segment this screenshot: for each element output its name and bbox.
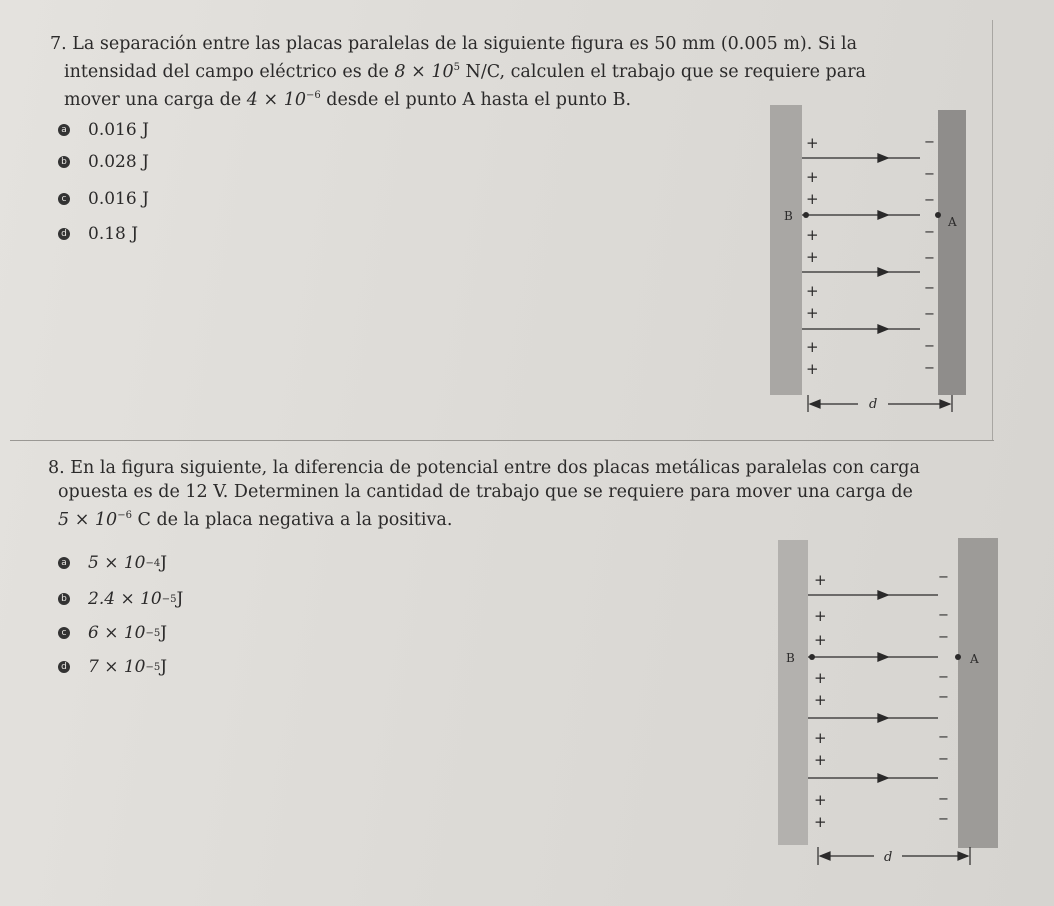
question-7-line-2: [50, 56, 866, 84]
margin-line: [992, 20, 993, 440]
option-letter-icon: d: [58, 228, 70, 240]
q7-option-b-text: 0.028 J: [88, 152, 149, 172]
plus-signs: [806, 134, 819, 378]
question-8-text: [48, 456, 920, 532]
minus-signs: [938, 570, 949, 827]
field-lines: [808, 591, 938, 782]
option-letter-icon: d: [58, 661, 70, 673]
q8-charge-exponent: −6: [117, 510, 132, 521]
point-a-marker: [935, 212, 941, 218]
negative-plate: [938, 110, 966, 395]
label-b: B: [786, 651, 795, 665]
svg-text:+: +: [806, 168, 819, 186]
svg-text:−: −: [938, 752, 949, 767]
question-divider: [10, 440, 994, 441]
svg-text:−: −: [924, 281, 935, 296]
svg-text:−: −: [924, 251, 935, 266]
svg-text:+: +: [814, 751, 827, 769]
label-b: B: [784, 209, 793, 223]
svg-text:−: −: [924, 225, 935, 240]
svg-text:+: +: [814, 571, 827, 589]
point-a-marker: [955, 654, 961, 660]
svg-text:+: +: [814, 607, 827, 625]
q7-parallel-plates-figure: [770, 100, 980, 420]
option-letter-icon: a: [58, 124, 70, 136]
label-d: d: [869, 397, 878, 412]
q7-line2-post: N/C, calculen el trabajo que se requiere para: [459, 61, 866, 82]
q7-line3-post: desde el punto A hasta el punto B.: [320, 89, 632, 110]
svg-text:+: +: [814, 813, 827, 831]
svg-text:+: +: [806, 226, 819, 244]
svg-text:+: +: [806, 134, 819, 152]
svg-text:−: −: [938, 812, 949, 827]
q7-option-b[interactable]: [58, 150, 149, 174]
svg-text:+: +: [806, 248, 819, 266]
q7-field-exponent: 5: [453, 62, 460, 73]
q7-option-d[interactable]: [58, 222, 138, 246]
label-a: A: [948, 215, 957, 229]
q7-option-a-text: 0.016 J: [88, 120, 149, 140]
question-8-line-3: [48, 504, 920, 532]
distance-arrow: [808, 395, 952, 412]
q8-option-b[interactable]: b 2.4 × 10 −5 J: [58, 587, 183, 611]
svg-text:−: −: [938, 730, 949, 745]
svg-text:+: +: [806, 304, 819, 322]
q8-option-a[interactable]: a 5 × 10 −4 J: [58, 551, 167, 575]
svg-text:−: −: [938, 570, 949, 585]
svg-text:+: +: [806, 282, 819, 300]
q8-charge-value: 5 × 10: [58, 509, 118, 530]
q7-option-c-text: 0.016 J: [88, 189, 149, 209]
positive-plate: [770, 105, 802, 395]
label-a: A: [970, 652, 979, 666]
svg-text:−: −: [938, 670, 949, 685]
option-letter-icon: a: [58, 557, 70, 569]
svg-text:+: +: [814, 729, 827, 747]
q8-parallel-plates-figure: [778, 535, 1003, 875]
negative-plate: [958, 538, 998, 848]
q7-option-a[interactable]: [58, 118, 149, 142]
q7-line2-pre: intensidad del campo eléctrico es de: [64, 61, 395, 82]
question-8-line-1: 8. En la figura siguiente, la diferencia de potencial entre dos placas metálicas paralelas con carga: [48, 458, 920, 478]
point-b-marker: [803, 212, 809, 218]
plus-signs: [814, 571, 827, 831]
svg-text:+: +: [814, 691, 827, 709]
positive-plate: [778, 540, 808, 845]
q8-option-d[interactable]: d 7 × 10 −5 J: [58, 655, 167, 679]
svg-text:+: +: [814, 669, 827, 687]
option-letter-icon: c: [58, 627, 70, 639]
q7-line3-pre: mover una carga de: [64, 89, 247, 110]
svg-text:−: −: [938, 608, 949, 623]
option-letter-icon: c: [58, 193, 70, 205]
option-letter-icon: b: [58, 156, 70, 168]
question-7-text: [50, 32, 866, 112]
svg-text:+: +: [814, 791, 827, 809]
question-7-line-1: 7. La separación entre las placas paralelas de la siguiente figura es 50 mm (0.005 m). Si la: [50, 34, 858, 54]
question-7-line-3: [50, 84, 866, 112]
q7-field-value: 8 × 10: [394, 61, 454, 82]
q8-line3-post: C de la placa negativa a la positiva.: [131, 509, 453, 530]
q7-charge-exponent: −6: [305, 89, 321, 101]
svg-text:−: −: [924, 167, 935, 182]
svg-text:−: −: [924, 135, 935, 150]
question-8-line-2: opuesta es de 12 V. Determinen la cantidad de trabajo que se requiere para mover una carga de: [58, 482, 913, 502]
field-lines: [802, 154, 920, 333]
minus-signs: [924, 135, 935, 376]
option-letter-icon: b: [58, 593, 70, 605]
q8-option-c[interactable]: c 6 × 10 −5 J: [58, 621, 167, 645]
svg-text:−: −: [938, 792, 949, 807]
svg-text:+: +: [806, 190, 819, 208]
svg-text:−: −: [924, 193, 935, 208]
point-b-marker: [809, 654, 815, 660]
q7-option-d-text: 0.18 J: [88, 224, 139, 244]
svg-text:+: +: [814, 631, 827, 649]
q7-charge-value: 4 × 10: [246, 89, 306, 110]
svg-text:−: −: [924, 361, 935, 376]
svg-text:+: +: [806, 360, 819, 378]
svg-text:−: −: [938, 690, 949, 705]
svg-text:−: −: [924, 307, 935, 322]
q7-option-c[interactable]: [58, 187, 149, 211]
svg-text:−: −: [924, 339, 935, 354]
svg-text:+: +: [806, 338, 819, 356]
label-d: d: [884, 850, 893, 865]
distance-arrow: [818, 847, 970, 865]
svg-text:−: −: [938, 630, 949, 645]
